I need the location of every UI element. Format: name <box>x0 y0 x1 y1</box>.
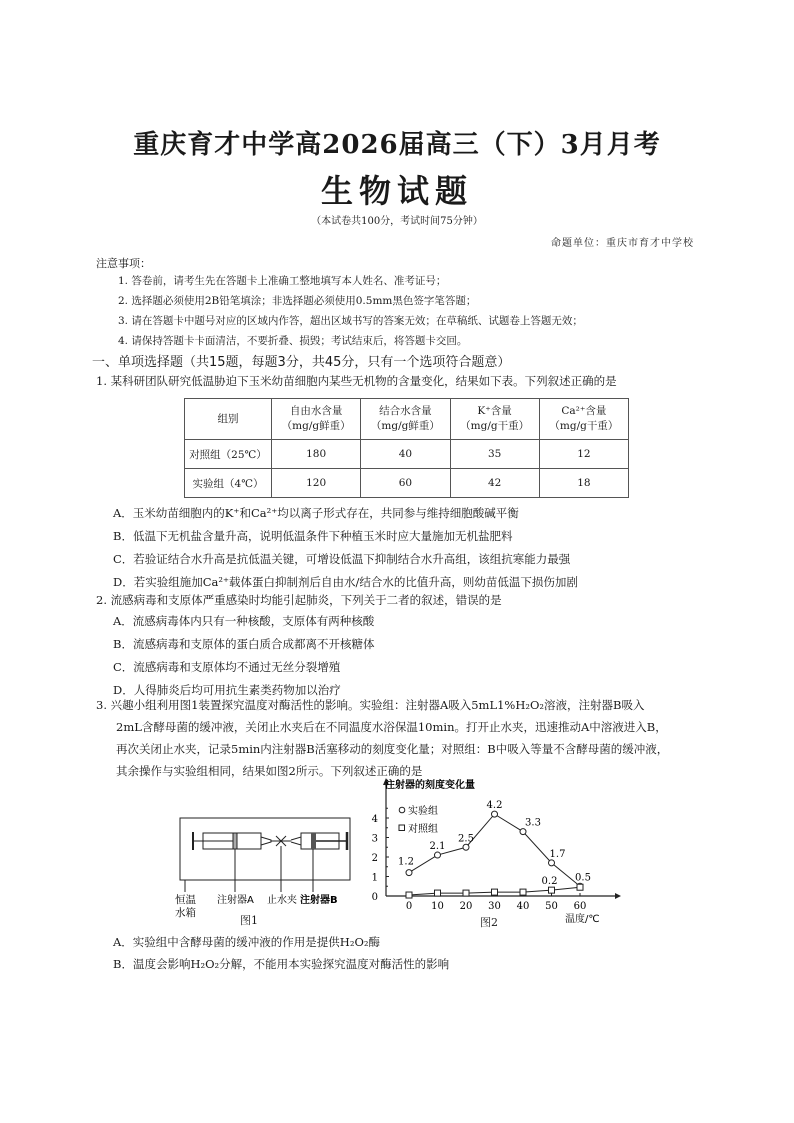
question-3-stem-line: 3. 兴趣小组利用图1装置探究温度对酶活性的影响。实验组：注射器A吸入5mL1%H₂O₂溶液，注射器B吸入 <box>96 698 645 712</box>
data-point-control <box>520 889 526 895</box>
x-axis-arrow-icon <box>615 893 621 899</box>
q1-option-a: A．玉米幼苗细胞内的K⁺和Ca²⁺均以离子形式存在，共同参与维持细胞酸碱平衡 <box>113 506 519 520</box>
y-tick-label: 0 <box>371 892 378 903</box>
label-syringe-b: 注射器B <box>300 895 338 906</box>
y-tick-label: 2 <box>371 853 378 864</box>
table-header-cell: 组别 <box>185 399 272 440</box>
x-axis-label: 温度/℃ <box>565 914 600 925</box>
clamp-icon <box>271 836 291 846</box>
table-cell: 180 <box>272 440 361 469</box>
data-label: 2.1 <box>429 841 446 853</box>
data-label: 0.5 <box>575 872 591 884</box>
label-water-tank-2: 水箱 <box>175 907 196 919</box>
legend <box>399 804 438 835</box>
y-axis-label: 注射器的刻度变化量 <box>385 780 475 791</box>
question-3-stem-line: 2mL含酵母菌的缓冲液，关闭止水夹后在不同温度水浴保温10min。打开止水夹，迅速推动A中溶液进入B， <box>116 720 667 734</box>
notice-heading: 注意事项： <box>96 257 151 270</box>
data-point-experiment <box>549 860 555 866</box>
label-syringe-a: 注射器A <box>217 895 254 906</box>
exam-author: 命题单位：重庆市育才中学校 <box>551 238 694 249</box>
table-cell: 12 <box>539 440 628 469</box>
table-cell: 60 <box>361 469 450 498</box>
data-point-experiment <box>435 852 441 858</box>
q1-option-d: D．若实验组施加Ca²⁺载体蛋白抑制剂后自由水/结合水的比值升高，则幼苗低温下损伤加剧 <box>113 575 578 589</box>
exam-info: （本试卷共100分，考试时间75分钟） <box>311 216 483 227</box>
data-point-control <box>435 890 441 896</box>
legend-circle-marker <box>399 807 405 813</box>
question-2-stem: 2. 流感病毒和支原体严重感染时均能引起肺炎，下列关于二者的叙述，错误的是 <box>96 593 502 607</box>
x-tick-label: 60 <box>573 901 587 912</box>
figure-2-caption: 图2 <box>480 916 498 929</box>
notice-item: 4. 请保持答题卡卡面清洁，不要折叠、损毁；考试结束后，将答题卡交回。 <box>118 335 468 347</box>
data-label: 1.2 <box>398 856 414 868</box>
data-label: 0.2 <box>541 876 558 888</box>
y-tick-label: 3 <box>371 833 378 845</box>
data-point-experiment <box>492 811 498 817</box>
question-1-stem: 1. 某科研团队研究低温胁迫下玉米幼苗细胞内某些无机物的含量变化，结果如下表。下列叙述正确的是 <box>96 374 617 388</box>
label-clamp: 止水夹 <box>267 895 297 906</box>
legend-item-experiment: 实验组 <box>408 806 438 817</box>
y-tick-label: 4 <box>371 814 378 825</box>
x-tick-label: 30 <box>488 901 501 912</box>
table-header-cell: K⁺含量 （mg/g干重） <box>450 399 539 440</box>
data-label: 2.5 <box>458 833 474 845</box>
data-point-experiment <box>520 829 526 835</box>
data-label: 3.3 <box>525 817 541 829</box>
syringe-a-icon <box>193 832 271 850</box>
notice-item: 2. 选择题必须使用2B铅笔填涂；非选择题必须使用0.5mm黑色签字笔答题； <box>118 295 477 307</box>
table-cell: 42 <box>450 469 539 498</box>
label-water-tank-1: 恒温 <box>175 894 196 906</box>
q2-option-c: C．流感病毒和支原体均不通过无丝分裂增殖 <box>113 660 341 674</box>
q1-option-c: C．若验证结合水升高是抗低温关键，可增设低温下抑制结合水升高组，该组抗寒能力最强 <box>113 552 571 566</box>
table-header-cell: Ca²⁺含量 （mg/g干重） <box>539 399 628 440</box>
table-cell: 对照组（25℃） <box>185 440 272 469</box>
question-3-stem-line: 其余操作与实验组相同，结果如图2所示。下列叙述正确的是 <box>116 764 423 778</box>
exam-title: 重庆育才中学高2026届高三（下）3月月考 <box>133 130 661 160</box>
data-point-control <box>492 889 498 895</box>
syringe-b-icon <box>291 832 347 850</box>
data-point-control <box>577 884 583 890</box>
data-point-control <box>549 887 555 893</box>
q1-data-table <box>184 398 629 498</box>
table-row <box>185 440 629 469</box>
x-tick-label: 10 <box>431 901 444 912</box>
table-cell: 实验组（4℃） <box>185 469 272 498</box>
figure-2-chart <box>365 775 625 925</box>
data-point-experiment <box>463 844 469 850</box>
table-header-row <box>185 399 629 440</box>
data-point-control <box>463 890 469 896</box>
x-tick-label: 20 <box>459 901 473 912</box>
table-cell: 40 <box>361 440 450 469</box>
q2-option-d: D．人得肺炎后均可用抗生素类药物加以治疗 <box>113 683 341 697</box>
data-label: 4.2 <box>486 800 503 812</box>
figure-1-apparatus <box>175 810 365 930</box>
y-tick-label: 1 <box>371 872 378 884</box>
q2-option-b: B．流感病毒和支原体的蛋白质合成都离不开核糖体 <box>113 637 375 651</box>
notice-item: 3. 请在答题卡中题号对应的区域内作答，超出区域书写的答案无效；在草稿纸、试题卷上答题无效； <box>118 315 583 327</box>
table-cell: 120 <box>272 469 361 498</box>
x-tick-label: 0 <box>405 901 413 912</box>
legend-square-marker <box>399 825 405 831</box>
table-header-cell: 自由水含量 （mg/g鲜重） <box>272 399 361 440</box>
question-3-stem-line: 再次关闭止水夹，记录5min内注射器B活塞移动的刻度变化量；对照组：B中吸入等量不含酵母菌的缓冲液， <box>116 742 669 756</box>
q3-option-a: A．实验组中含酵母菌的缓冲液的作用是提供H₂O₂酶 <box>113 935 380 949</box>
data-point-control <box>406 892 412 898</box>
q2-option-a: A．流感病毒体内只有一种核酸，支原体有两种核酸 <box>113 614 375 628</box>
notice-item: 1. 答卷前，请考生先在答题卡上准确工整地填写本人姓名、准考证号； <box>118 275 447 287</box>
data-label: 1.7 <box>549 848 566 860</box>
table-row <box>185 469 629 498</box>
table-header-cell: 结合水含量 （mg/g鲜重） <box>361 399 450 440</box>
figure-1-caption: 图1 <box>240 914 258 927</box>
x-tick-label: 40 <box>516 901 530 912</box>
legend-item-control: 对照组 <box>408 824 438 835</box>
x-tick-label: 50 <box>545 901 558 912</box>
data-point-experiment <box>406 870 412 876</box>
q3-option-b: B．温度会影响H₂O₂分解，不能用本实验探究温度对酶活性的影响 <box>113 957 450 971</box>
q1-option-b: B．低温下无机盐含量升高，说明低温条件下种植玉米时应大量施加无机盐肥料 <box>113 529 513 543</box>
exam-subject: 生物试题 <box>320 172 473 210</box>
table-cell: 18 <box>539 469 628 498</box>
section-heading: 一、单项选择题（共15题，每题3分，共45分，只有一个选项符合题意） <box>92 355 511 370</box>
table-cell: 35 <box>450 440 539 469</box>
